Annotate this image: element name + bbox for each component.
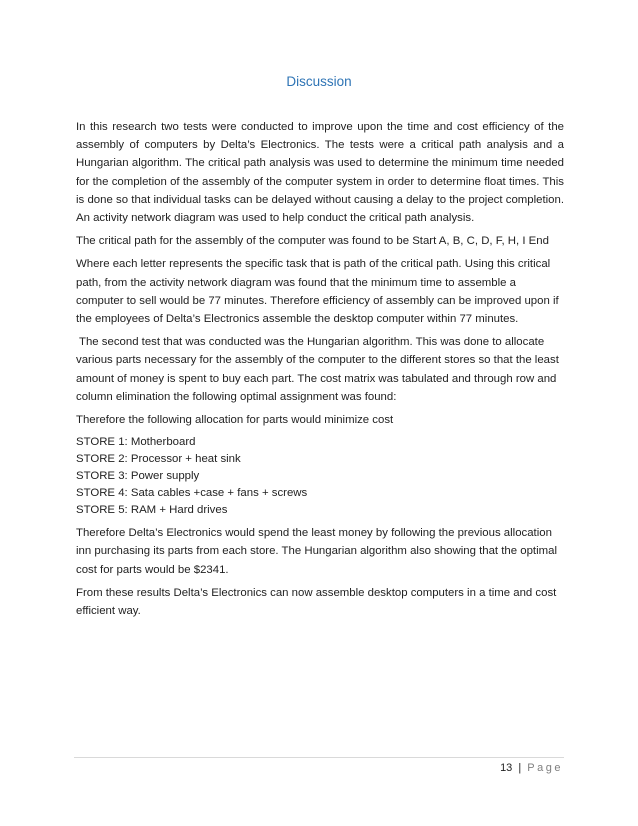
store-allocation-item: STORE 2: Processor + heat sink — [76, 453, 241, 466]
footer-divider — [74, 757, 564, 758]
paragraph-optimal-cost: Therefore Delta’s Electronics would spend the least money by following the previous allocation inn purchasing its parts from each store. The Hungarian algorithm also showing that the optimal cost for parts would be $2341. — [76, 527, 557, 576]
page-label: Page — [527, 762, 563, 774]
footer-separator: | — [518, 762, 522, 774]
store-allocation-item: STORE 3: Power supply — [76, 470, 200, 483]
store-allocation-item: STORE 4: Sata cables +case + fans + screws — [76, 487, 308, 500]
paragraph-allocation-intro: Therefore the following allocation for parts would minimize cost — [76, 414, 394, 427]
paragraph-critical-path: The critical path for the assembly of the computer was found to be Start A, B, C, D, F, H, I End — [76, 235, 549, 248]
discussion-body — [76, 118, 564, 625]
paragraph-intro: In this research two tests were conducted to improve upon the time and cost efficiency of the assembly of computers by Delta’s Electronics. The tests were a critical path analysis and a Hungarian algorithm. The critical path analysis was used to determine the minimum time needed for the completion of the assembly of the computer system in order to determine float times. This is done so that individual tasks can be delayed without causing a delay to the project completion. An activity network diagram was used to help conduct the critical path analysis. — [76, 121, 564, 225]
store-allocation-item: STORE 1: Motherboard — [76, 436, 196, 449]
page-number: 13 — [500, 762, 513, 774]
store-allocation-item: STORE 5: RAM + Hard drives — [76, 504, 228, 517]
page-footer — [0, 762, 563, 774]
section-heading: Discussion — [286, 74, 352, 89]
paragraph-hungarian: The second test that was conducted was the Hungarian algorithm. This was done to allocate various parts necessary for the assembly of the computer to the different stores so that the least amount of money is spent to buy each part. The cost matrix was tabulated and through row and column elimination the following optimal assignment was found: — [76, 336, 559, 403]
store-allocation-list — [76, 434, 564, 519]
paragraph-conclusion: From these results Delta’s Electronics can now assemble desktop computers in a time and cost efficient way. — [76, 586, 557, 618]
paragraph-minimum-time: Where each letter represents the specific task that is path of the critical path. Using this critical path, from the activity network diagram was found that the minimum time to assemble a computer to sell would be 77 minutes. Therefore efficiency of assembly can be improved upon if the employees of Delta’s Electronics assemble the desktop computer within 77 minutes. — [76, 258, 559, 326]
